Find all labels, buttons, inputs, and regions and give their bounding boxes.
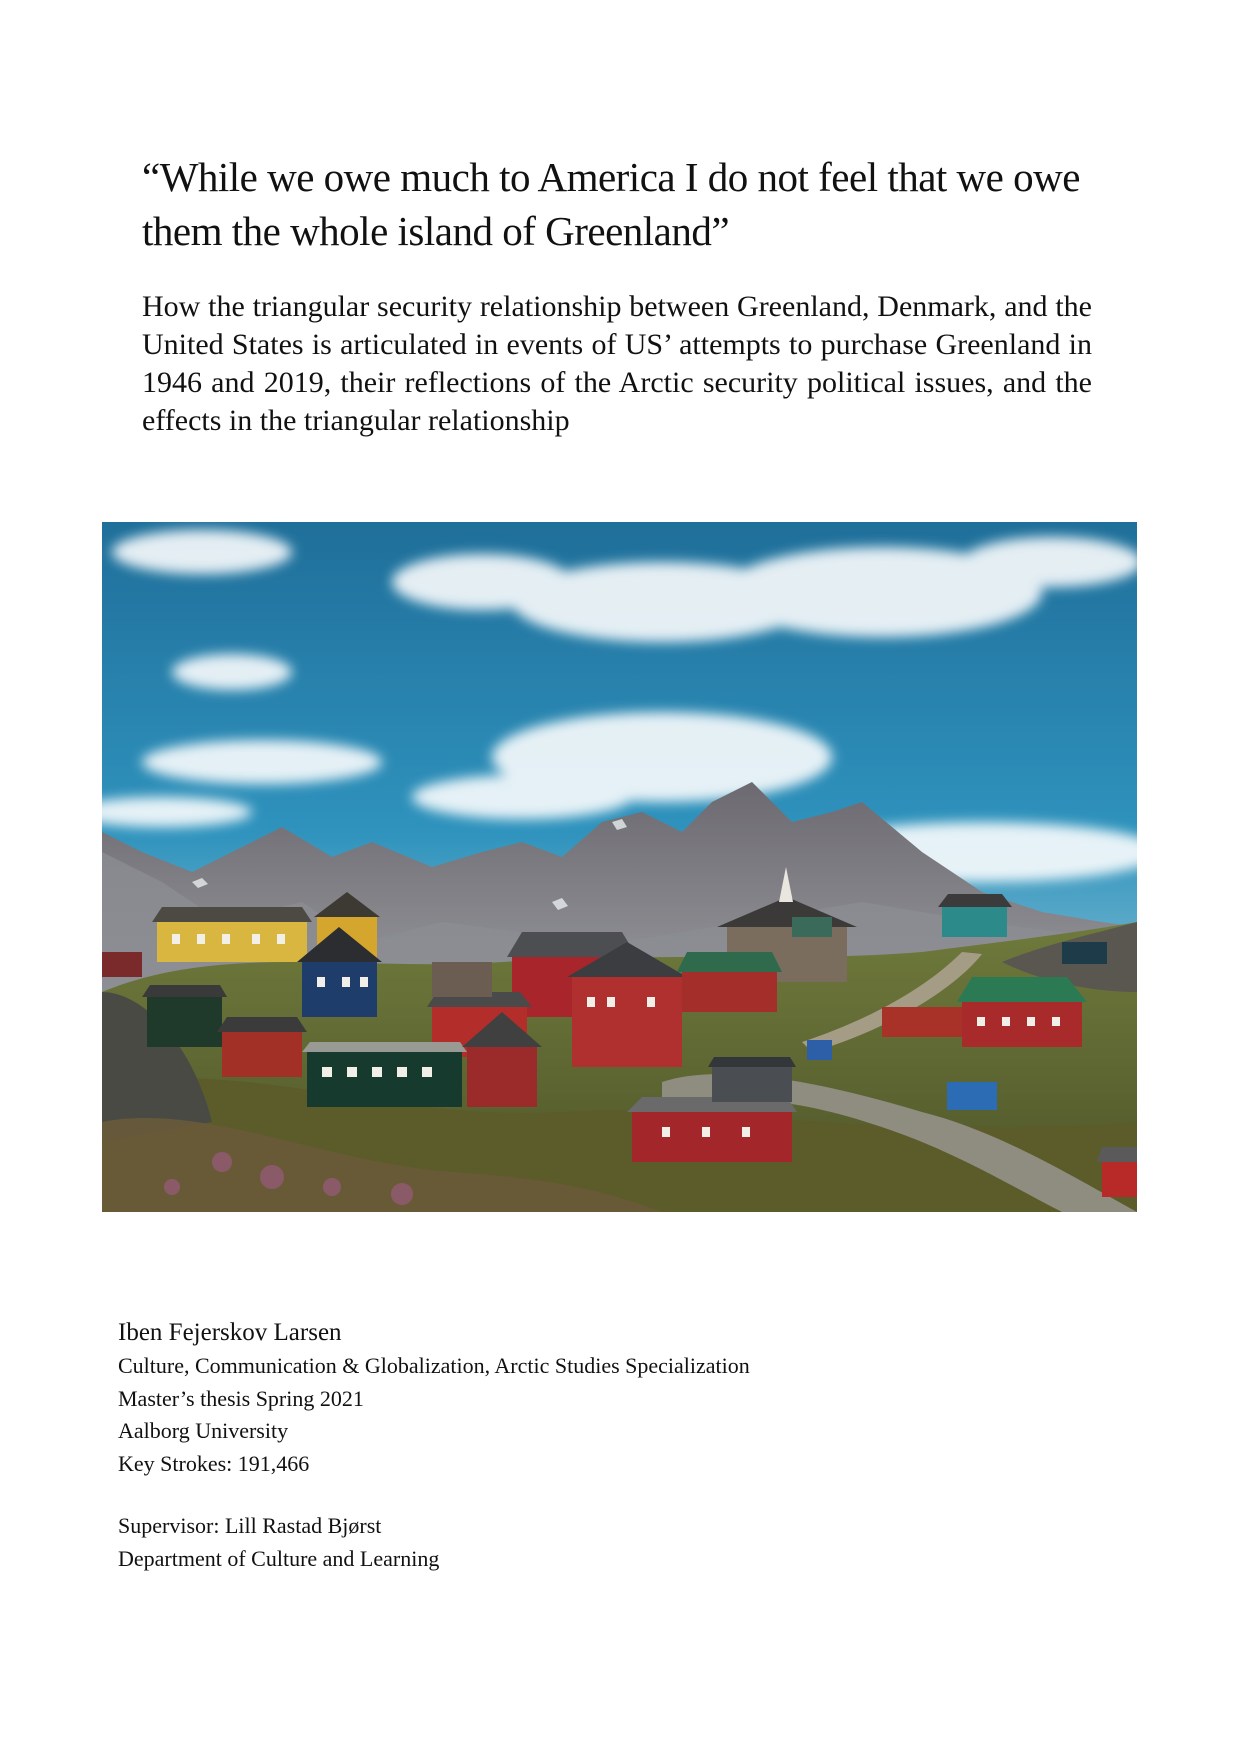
thesis-subtitle: How the triangular security relationship between Greenland, Denmark, and the United States is articulated in events of US’ attempts to purchase Greenland in 1946 and 2019, their reflections of the Arctic security political issues, and the effects in the triangular relationship	[142, 290, 1092, 437]
keystroke-count: Key Strokes: 191,466	[118, 1450, 310, 1476]
thesis-title: “While we owe much to America I do not feel that we owe them the whole island of Greenland”	[142, 154, 1080, 254]
spacer	[118, 1480, 1018, 1510]
program-name: Culture, Communication & Globalization, Arctic Studies Specialization	[118, 1353, 750, 1378]
author-name: Iben Fejerskov Larsen	[118, 1319, 342, 1346]
author-info	[118, 1316, 1018, 1575]
cover-photo-greenland-village	[102, 522, 1137, 1212]
university-name: Aalborg University	[118, 1418, 289, 1443]
department-name: Department of Culture and Learning	[118, 1545, 440, 1571]
thesis-type: Master’s thesis Spring 2021	[118, 1385, 364, 1411]
supervisor-name: Supervisor: Lill Rastad Bjørst	[118, 1513, 382, 1538]
